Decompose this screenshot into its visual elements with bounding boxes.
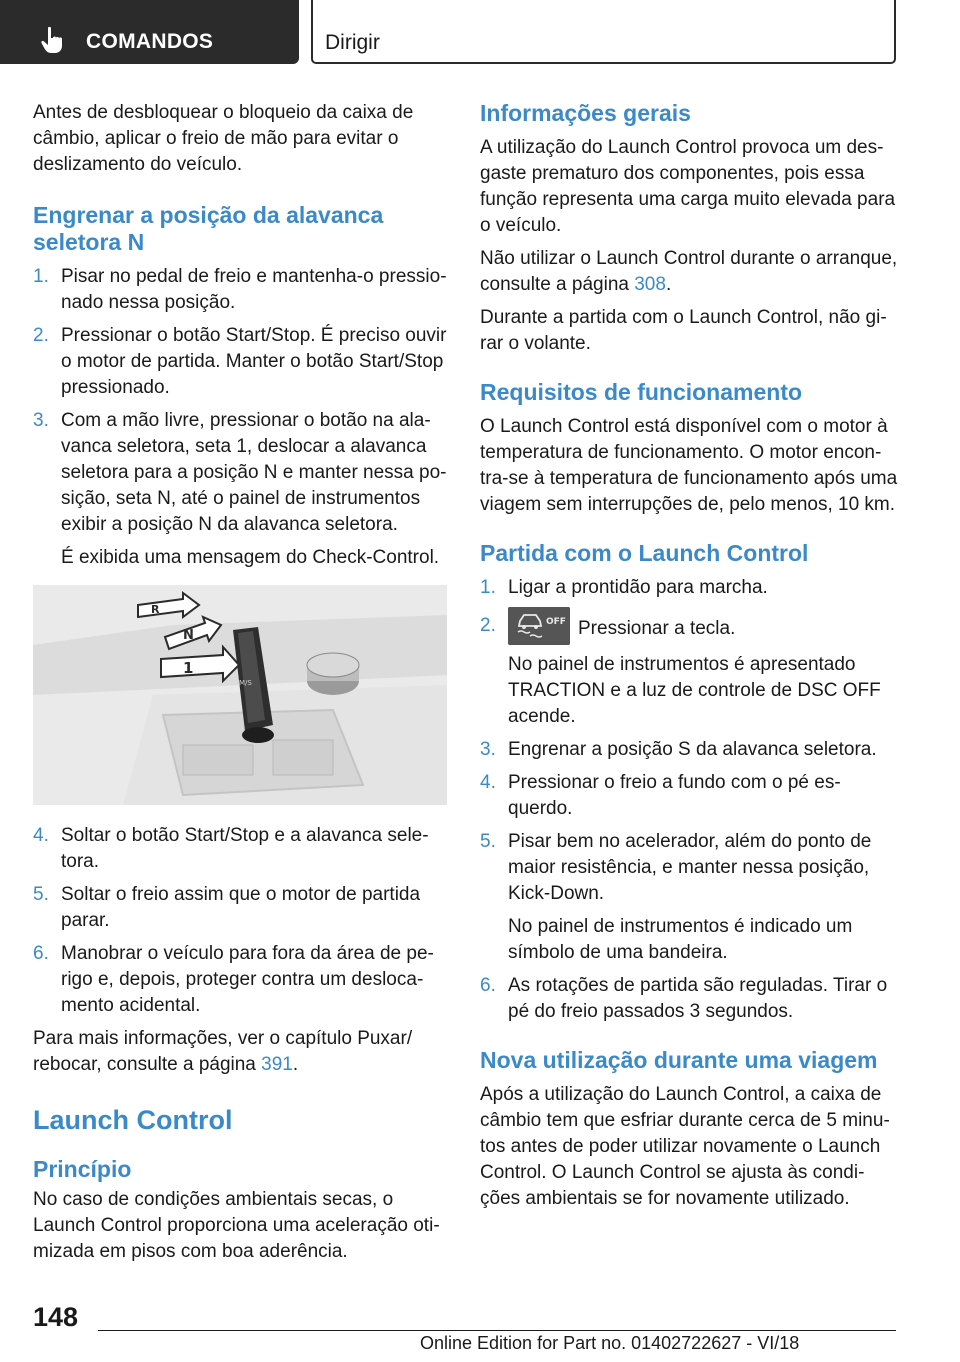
heading-requirements: Requisitos de funcionamento [480, 379, 803, 405]
off-label: OFF [546, 617, 566, 627]
step-number: 1. [33, 266, 49, 287]
step-text: Manobrar o veículo para fora da área de perigo e, depois, proteger contra um deslocamento acidental. [61, 943, 434, 1016]
list-item [33, 941, 447, 1019]
list-item [33, 408, 447, 571]
page-reference-link[interactable]: 391 [261, 1054, 293, 1075]
list-item [480, 973, 898, 1025]
step-number: 4. [480, 772, 496, 793]
step-number: 6. [33, 943, 49, 964]
edition-note: Online Edition for Part no. 01402722627 - VI/18 [420, 1333, 800, 1353]
list-item [33, 323, 447, 401]
general-p2-suffix: . [665, 274, 672, 295]
svg-text:M/S: M/S [239, 679, 252, 687]
traction-car-icon [508, 607, 570, 645]
step-number: 4. [33, 825, 49, 846]
more-info-paragraph [33, 1026, 447, 1078]
heading-general-info: Informações gerais [480, 100, 691, 126]
step-number: 2. [480, 615, 496, 636]
list-item [33, 823, 447, 875]
gear-selector-illustration [33, 585, 447, 805]
chapter-title: COMANDOS [86, 30, 214, 53]
list-item [33, 264, 447, 316]
step-number: 1. [480, 577, 496, 598]
step-text: Soltar o botão Start/Stop e a alavanca seletora. [61, 825, 429, 872]
figure-label-n: N [183, 628, 194, 643]
more-info-text: Para mais informações, ver o capítulo Puxar/ rebocar, consulte a página [33, 1028, 413, 1075]
step-text: Pressionar o botão Start/Stop. É preciso ouvir o motor de partida. Manter o botão Start/Stop pressionado. [61, 325, 447, 398]
page-reference-link[interactable]: 308 [634, 274, 666, 295]
heading-launch-start: Partida com o Launch Control [480, 540, 809, 566]
step-number: 5. [33, 884, 49, 905]
heading-reuse: Nova utilização durante uma viagem [480, 1047, 878, 1073]
step-text: Soltar o freio assim que o motor de partida parar. [61, 884, 421, 931]
step-text: As rotações de partida são reguladas. Tirar o pé do freio passados 3 segundos. [508, 975, 888, 1022]
step-text: Pressionar o freio a fundo com o pé esquerdo. [508, 772, 841, 819]
step-number: 3. [480, 739, 496, 760]
general-paragraph-2 [480, 246, 898, 298]
left-column [33, 100, 447, 1265]
requirements-paragraph: O Launch Control está disponível com o motor à temperatura de funcionamento. O motor encontra-se à temperatura de funcionamento após uma viagem sem interrupções de, pelo menos, 10 km. [480, 416, 898, 515]
gear-lever-drawing [33, 585, 447, 805]
steps-list-a [33, 264, 447, 571]
steps-list-b [33, 823, 447, 1019]
launch-control-title: Launch Control [33, 1105, 233, 1135]
figure-label-r: R [151, 603, 160, 616]
list-item [480, 770, 898, 822]
launch-steps-list [480, 575, 898, 1025]
step-text: Pisar no pedal de freio e mantenha-o pressionado nessa posição. [61, 266, 447, 313]
page-number: 148 [33, 1302, 79, 1332]
step-note: No painel de instrumentos é apresentado TRACTION e a luz de controle de DSC OFF acende. [508, 654, 881, 727]
step-number: 3. [33, 410, 49, 431]
list-item [480, 829, 898, 966]
section-title: Dirigir [325, 31, 380, 54]
step-number: 5. [480, 831, 496, 852]
step-text: Pisar bem no acelerador, além do ponto de maior resistência, e manter nessa posição, Kick-Down. [508, 831, 872, 904]
figure-label-1: 1 [183, 659, 194, 677]
general-paragraph-3: Durante a partida com o Launch Control, não girar o volante. [480, 307, 887, 354]
dsc-off-button-icon [508, 607, 570, 645]
list-item [33, 882, 447, 934]
list-item [480, 737, 898, 763]
step-text: Engrenar a posição S da alavanca seletora. [508, 739, 877, 760]
section-header-box [311, 0, 896, 64]
hand-pointer-icon [40, 26, 64, 54]
footer-rule [98, 1330, 896, 1331]
step-note: É exibida uma mensagem do Check-Control. [61, 547, 440, 568]
principle-paragraph: No caso de condições ambientais secas, o Launch Control proporciona uma aceleração otimizada em pisos com boa aderência. [33, 1189, 440, 1262]
chapter-tab [0, 0, 299, 64]
step-text: Pressionar a tecla. [578, 618, 736, 640]
reuse-paragraph: Após a utilização do Launch Control, a caixa de câmbio tem que esfriar durante cerca de 5 minutos antes de poder utilizar novamente o Launch Control. O Launch Control se ajusta às condições ambientais se for novamente utilizado. [480, 1084, 890, 1209]
heading-gear-n: Engrenar a posição da alavanca seletora N [33, 202, 384, 255]
right-column [480, 100, 898, 1212]
more-info-suffix: . [292, 1054, 299, 1075]
list-item [480, 575, 898, 601]
step-text: Com a mão livre, pressionar o botão na alavanca seletora, seta 1, deslocar a alavanca seletora para a posição N e manter nessa posição, seta N, até o painel de instrumentos exibir a posição N da alavanca seletora. [61, 410, 447, 535]
general-p2-text: Não utilizar o Launch Control durante o arranque, consulte a página [480, 248, 898, 295]
step-number: 6. [480, 975, 496, 996]
general-paragraph-1: A utilização do Launch Control provoca um desgaste prematuro dos componentes, pois essa função representa uma carga muito elevada para o veículo. [480, 137, 896, 236]
intro-paragraph: Antes de desbloquear o bloqueio da caixa de câmbio, aplicar o freio de mão para evitar o deslizamento do veículo. [33, 102, 414, 175]
step-text: Ligar a prontidão para marcha. [508, 577, 768, 598]
step-note: No painel de instrumentos é indicado um símbolo de uma bandeira. [508, 916, 853, 963]
step-number: 2. [33, 325, 49, 346]
heading-principle: Princípio [33, 1156, 132, 1182]
list-item [480, 613, 898, 730]
